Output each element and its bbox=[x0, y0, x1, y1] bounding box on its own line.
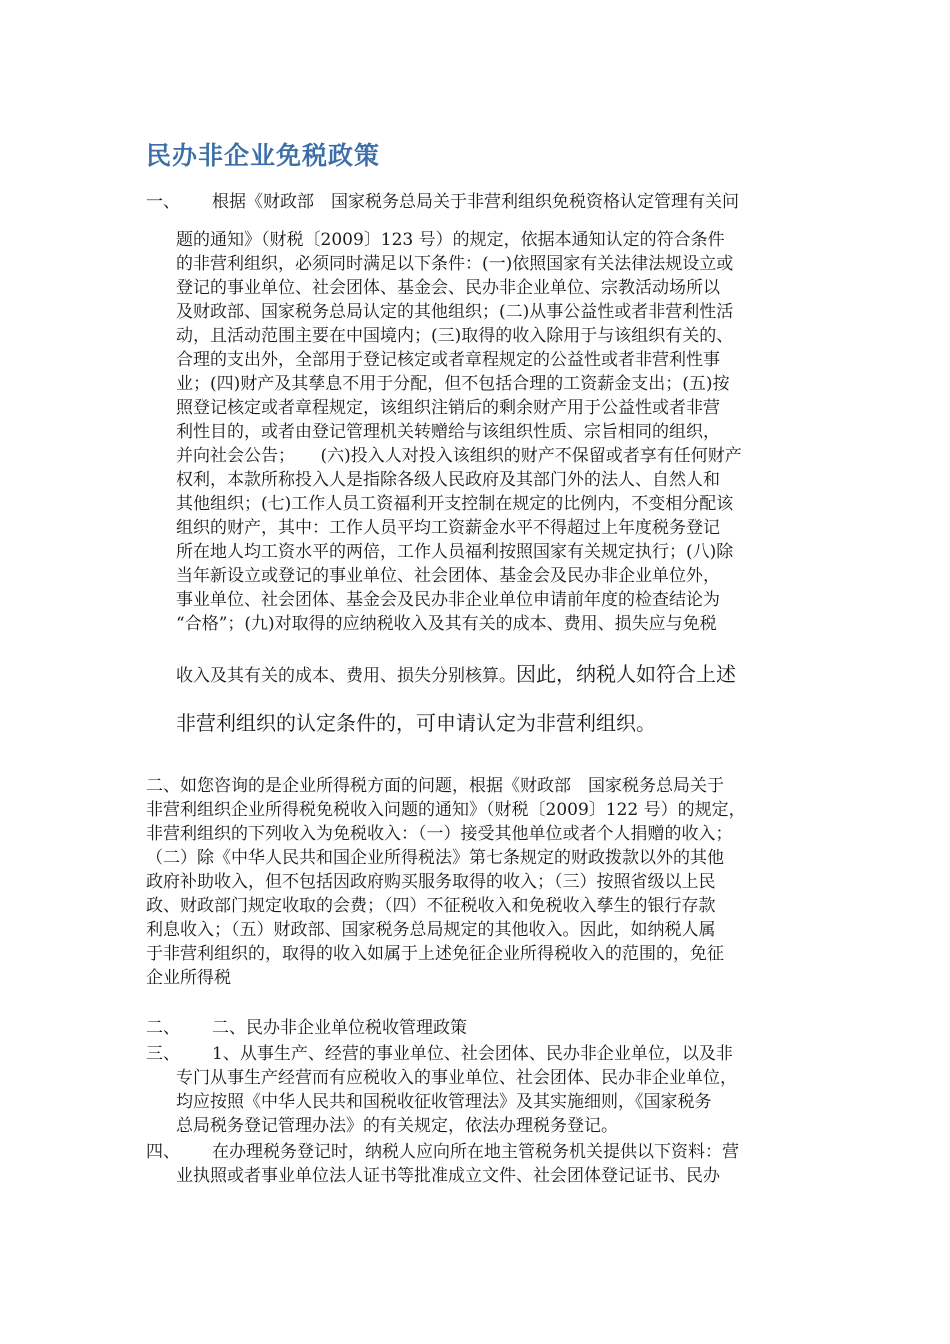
para2-line: 于非营利组织的，取得的收入如属于上述免征企业所得税收入的范围的，免征 bbox=[146, 944, 724, 964]
item1-line: 事业单位、社会团体、基金会及民办非企业单位申请前年度的检查结论为 bbox=[176, 590, 720, 610]
item1-line: 其他组织；(七)工作人员工资福利开支控制在规定的比例内，不变相分配该 bbox=[176, 494, 734, 514]
item1-line: 组织的财产，其中：工作人员平均工资薪金水平不得超过上年度税务登记 bbox=[176, 518, 720, 538]
para2-line: 企业所得税 bbox=[146, 968, 231, 988]
item1-line: 动，且活动范围主要在中国境内；(三)取得的收入除用于与该组织有关的、 bbox=[176, 326, 734, 346]
item1-line: 权利，本款所称投入人是指除各级人民政府及其部门外的法人、自然人和 bbox=[176, 470, 720, 490]
list-marker-4: 四、 bbox=[146, 1142, 180, 1162]
item1-line bbox=[176, 662, 736, 688]
item3-line: 总局税务登记管理办法》的有关规定，依法办理税务登记。 bbox=[176, 1116, 618, 1136]
item1-line: 照登记核定或者章程规定，该组织注销后的剩余财产用于公益性或者非营 bbox=[176, 398, 720, 418]
para2-line: 政、财政部门规定收取的会费；（四）不征税收入和免税收入孳生的银行存款 bbox=[146, 896, 716, 916]
list-marker-1: 一、 bbox=[146, 192, 180, 212]
item1-line: 并向社会公告； (六)投入人对投入该组织的财产不保留或者享有任何财产 bbox=[176, 446, 742, 466]
item1-line: 根据《财政部 国家税务总局关于非营利组织免税资格认定管理有关问 bbox=[212, 192, 739, 212]
item1-line: 利性目的，或者由登记管理机关转赠给与该组织性质、宗旨相同的组织， bbox=[176, 422, 720, 442]
item3-line: 1、从事生产、经营的事业单位、社会团体、民办非企业单位，以及非 bbox=[212, 1044, 733, 1064]
item3-line: 专门从事生产经营而有应税收入的事业单位、社会团体、民办非企业单位， bbox=[176, 1068, 737, 1088]
item4-line: 在办理税务登记时，纳税人应向所在地主管税务机关提供以下资料：营 bbox=[212, 1142, 739, 1162]
para2-line: 非营利组织企业所得税免税收入问题的通知》（财税〔2009〕122 号）的规定， bbox=[146, 800, 746, 820]
item1-line: 当年新设立或登记的事业单位、社会团体、基金会及民办非企业单位外， bbox=[176, 566, 720, 586]
item1-line: 所在地人均工资水平的两倍，工作人员福利按照国家有关规定执行；(八)除 bbox=[176, 542, 734, 562]
page-title: 民办非企业免税政策 bbox=[146, 141, 381, 170]
item3-line: 均应按照《中华人民共和国税收征收管理法》及其实施细则，《国家税务 bbox=[176, 1092, 712, 1112]
item1-line: 登记的事业单位、社会团体、基金会、民办非企业单位、宗教活动场所以 bbox=[176, 278, 720, 298]
para2-line: 政府补助收入，但不包括因政府购买服务取得的收入；（三）按照省级以上民 bbox=[146, 872, 716, 892]
item1-conclusion: 非营利组织的认定条件的，可申请认定为非营利组织。 bbox=[176, 711, 656, 735]
item1-line19-part-b: 因此，纳税人如符合上述 bbox=[516, 662, 736, 686]
item1-line: 及财政部、国家税务总局认定的其他组织；(二)从事公益性或者非营利性活 bbox=[176, 302, 734, 322]
list-marker-2: 二、 bbox=[146, 1018, 180, 1038]
para2-line: 非营利组织的下列收入为免税收入：（一）接受其他单位或者个人捐赠的收入； bbox=[146, 824, 733, 844]
para2-line: （二）除《中华人民共和国企业所得税法》第七条规定的财政拨款以外的其他 bbox=[146, 848, 724, 868]
item1-line: 题的通知》（财税〔2009〕123 号）的规定，依据本通知认定的符合条件 bbox=[176, 230, 725, 250]
item1-line: “合格”；(九)对取得的应纳税收入及其有关的成本、费用、损失应与免税 bbox=[176, 614, 717, 634]
item1-line: 业；(四)财产及其孳息不用于分配，但不包括合理的工资薪金支出；(五)按 bbox=[176, 374, 730, 394]
item1-line: 的非营利组织，必须同时满足以下条件：(一)依照国家有关法律法规设立或 bbox=[176, 254, 734, 274]
item4-line: 业执照或者事业单位法人证书等批准成立文件、社会团体登记证书、民办 bbox=[176, 1166, 720, 1186]
list-marker-3: 三、 bbox=[146, 1044, 180, 1064]
para2-line: 二、如您咨询的是企业所得税方面的问题，根据《财政部 国家税务总局关于 bbox=[146, 776, 724, 796]
para2-line: 利息收入；（五）财政部、国家税务总局规定的其他收入。因此，如纳税人属 bbox=[146, 920, 716, 940]
item1-line19-part-a: 收入及其有关的成本、费用、损失分别核算。 bbox=[176, 666, 516, 686]
item1-line: 合理的支出外，全部用于登记核定或者章程规定的公益性或者非营利性事 bbox=[176, 350, 720, 370]
item2-heading: 二、民办非企业单位税收管理政策 bbox=[212, 1018, 467, 1038]
